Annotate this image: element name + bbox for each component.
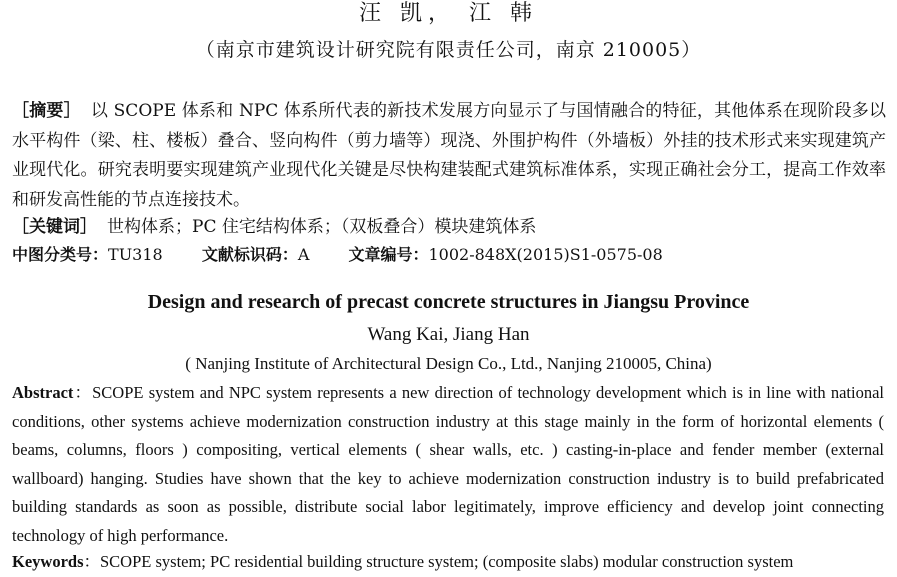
english-keywords-separator: ： (83, 552, 100, 571)
english-abstract-text: SCOPE system and NPC system represents a new direction of technology development which is in line with national conditions, other systems achieve modernization construction industry at this stage mainly in the form of horizontal elements ( beams, columns, floors ) compositing, vertical elements ( shear walls, etc. ) casting-in-place and fender member (external wallboard) hanging. Studies have shown that the key to achieve modernization construction industry is to build prefabricated building standards as soon as possible, distribute social labor legitimately, improve efficiency and develop joint connecting technology of high performance. (12, 383, 884, 545)
article-number (348, 242, 662, 268)
english-affiliation: ( Nanjing Institute of Architectural Design Co., Ltd., Nanjing 210005, China) (185, 354, 712, 373)
article-number-label: 文章编号： (348, 245, 429, 264)
clc-label: 中图分类号： (12, 245, 109, 264)
english-abstract-separator: ： (73, 383, 93, 402)
english-authors: Wang Kai, Jiang Han (367, 324, 530, 345)
english-keywords-label: Keywords (12, 552, 84, 571)
article-number-value: 1002-848X(2015)S1-0575-08 (428, 245, 663, 264)
document-code (202, 242, 310, 268)
chinese-affiliation: （南京市建筑设计研究院有限责任公司，南京 210005） (195, 39, 702, 61)
chinese-abstract-label: ［摘要］ (12, 101, 81, 121)
english-title: Design and research of precast concrete structures in Jiangsu Province (147, 291, 750, 313)
chinese-keywords-label: ［关键词］ (12, 217, 97, 237)
clc-value: TU318 (108, 245, 163, 264)
english-keywords-text: SCOPE system; PC residential building structure system; (composite slabs) modular construction system (100, 552, 794, 571)
chinese-keywords (12, 214, 886, 240)
english-abstract-label: Abstract (12, 383, 74, 402)
clc-number (12, 242, 163, 268)
chinese-abstract (12, 97, 886, 215)
english-abstract (12, 379, 884, 551)
classification-codes (12, 242, 886, 268)
english-keywords (12, 549, 886, 575)
chinese-keywords-text: 世构体系；PC 住宅结构体系；（双板叠合）模块建筑体系 (107, 217, 537, 237)
document-code-value: A (297, 245, 310, 264)
chinese-authors: 汪 凯， 江 韩 (359, 1, 538, 26)
chinese-abstract-text: 以 SCOPE 体系和 NPC 体系所代表的新技术发展方向显示了与国情融合的特征，其他体系在现阶段多以水平构件（梁、柱、楼板）叠合、竖向构件（剪力墙等）现浇、外围护构件（外墙板）外挂的技术形式来实现建筑产业现代化。研究表明要实现建筑产业现代化关键是尽快构建装配式建筑标准体系，实现正确社会分工，提高工作效率和研发高性能的节点连接技术。 (12, 101, 887, 210)
document-code-label: 文献标识码： (201, 245, 298, 264)
